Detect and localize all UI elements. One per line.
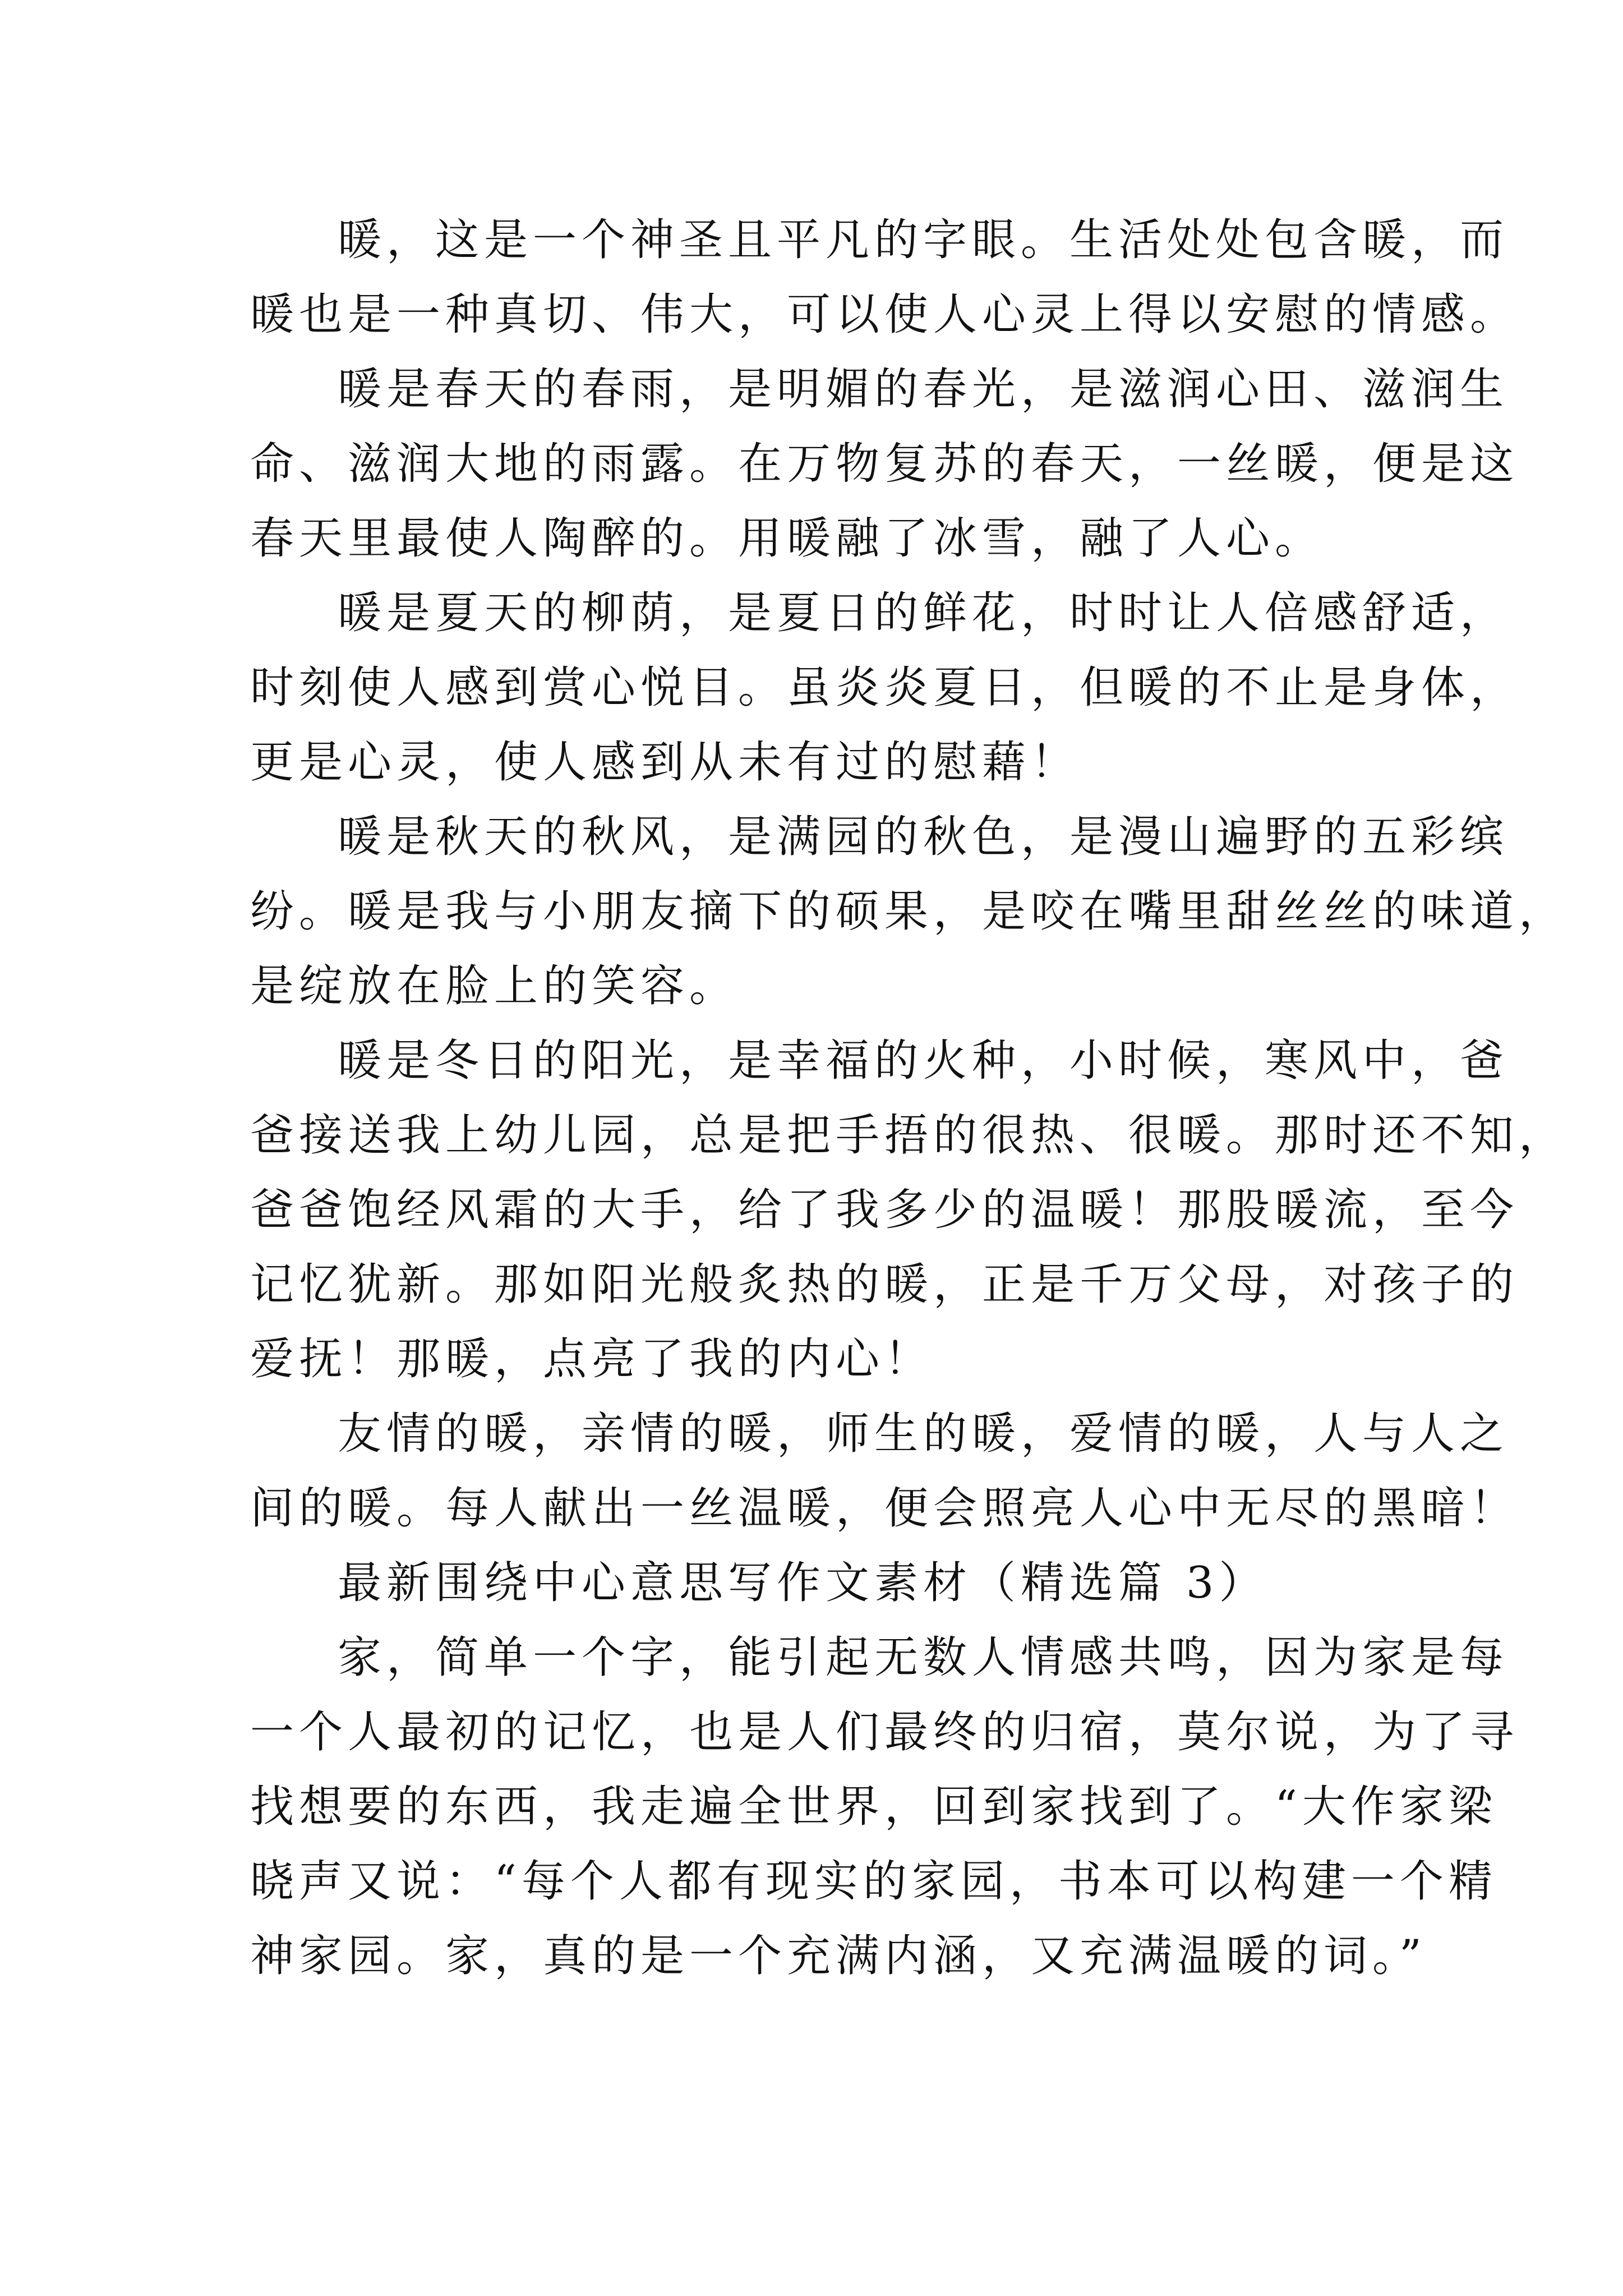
text-line: 是绽放在脸上的笑容。 (250, 961, 739, 1011)
text-line: 爸爸饱经风霜的大手，给了我多少的温暖！那股暖流，至今 (250, 1185, 1519, 1235)
text-line: 神家园。家，真的是一个充满内涵，又充满温暖的词。” (250, 1931, 1427, 1981)
text-line: 间的暖。每人献出一丝温暖，便会照亮人心中无尽的黑暗！ (250, 1483, 1519, 1534)
text-line: 暖也是一种真切、伟大，可以使人心灵上得以安慰的情感。 (250, 289, 1519, 340)
text-line: 春天里最使人陶醉的。用暖融了冰雪，融了人心。 (250, 513, 1324, 564)
text-line: 暖是春天的春雨，是明媚的春光，是滋润心田、滋润生 (338, 364, 1509, 415)
text-line: 命、滋润大地的雨露。在万物复苏的春天，一丝暖，便是这 (250, 439, 1519, 489)
text-line: 记忆犹新。那如阳光般炙热的暖，正是千万父母，对孩子的 (250, 1259, 1519, 1310)
text-line: 爱抚！那暖，点亮了我的内心！ (250, 1334, 934, 1384)
document-body (250, 203, 1568, 1994)
text-line: 一个人最初的记忆，也是人们最终的归宿，莫尔说，为了寻 (250, 1707, 1519, 1757)
text-line: 更是心灵，使人感到从未有过的慰藉！ (250, 737, 1080, 788)
text-line: 暖，这是一个神圣且平凡的字眼。生活处处包含暖，而 (338, 215, 1509, 265)
text-line: 家，简单一个字，能引起无数人情感共鸣，因为家是每 (338, 1632, 1509, 1683)
text-line: 暖是夏天的柳荫，是夏日的鲜花，时时让人倍感舒适， (338, 588, 1509, 638)
text-line: 暖是秋天的秋风，是满园的秋色，是漫山遍野的五彩缤 (338, 812, 1509, 862)
text-line: 暖是冬日的阳光，是幸福的火种，小时候，寒风中，爸 (338, 1036, 1509, 1086)
text-line: 爸接送我上幼儿园，总是把手捂的很热、很暖。那时还不知， (250, 1110, 1568, 1161)
text-line: 晓声又说：“每个人都有现实的家园，书本可以构建一个精 (250, 1856, 1497, 1907)
text-line: 纷。暖是我与小朋友摘下的硕果，是咬在嘴里甜丝丝的味道， (250, 886, 1568, 937)
text-line: 友情的暖，亲情的暖，师生的暖，爱情的暖，人与人之 (338, 1409, 1509, 1459)
section-heading: 最新围绕中心意思写作文素材（精选篇 3） (338, 1558, 1268, 1608)
text-line: 找想要的东西，我走遍全世界，回到家找到了。“大作家梁 (250, 1782, 1497, 1832)
text-line: 时刻使人感到赏心悦目。虽炎炎夏日，但暖的不止是身体， (250, 662, 1519, 713)
